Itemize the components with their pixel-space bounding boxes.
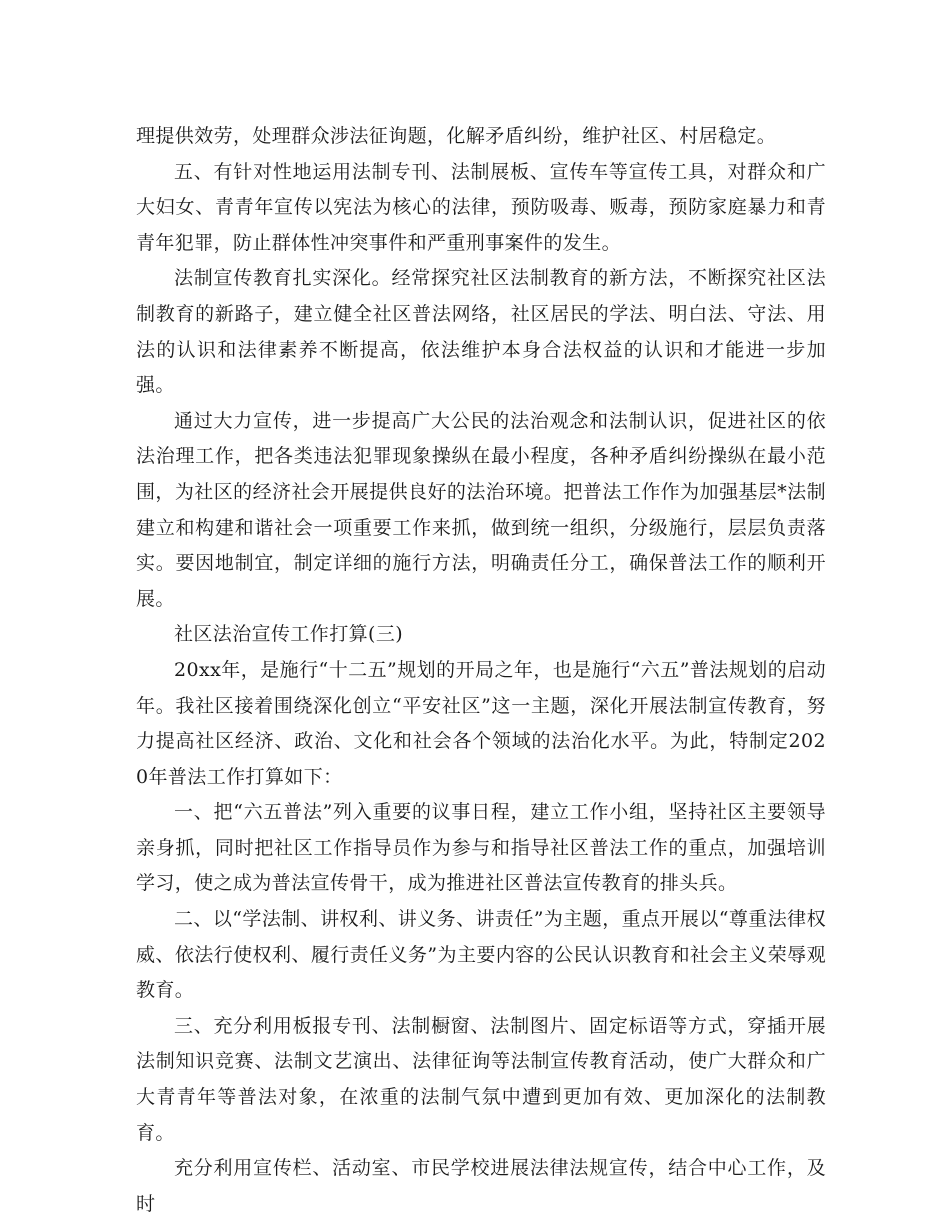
paragraph-7: 一、把“六五普法”列入重要的议事日程，建立工作小组，坚持社区主要领导亲身抓，同时把社区工作指导员作为参与和指导社区普法工作的重点，加强培训学习，使之成为普法宣传骨干，成为推进社区普法宣传教育的排头兵。 bbox=[136, 801, 826, 895]
paragraph-6: 20xx年，是施行“十二五”规划的开局之年，也是施行“六五”普法规划的启动年。我社区接着围绕深化创立“平安社区”这一主题，深化开展法制宣传教育，努力提高社区经济、政治、文化和社会各个领域的法治化水平。为此，特制定2020年普法工作打算如下： bbox=[136, 658, 826, 788]
paragraph-9: 三、充分利用板报专刊、法制橱窗、法制图片、固定标语等方式，穿插开展法制知识竞赛、法制文艺演出、法律征询等法制宣传教育活动，使广大群众和广大青青年等普法对象，在浓重的法制气氛中遭到更加有效、更加深化的法制教育。 bbox=[136, 1014, 826, 1144]
paragraph-4: 通过大力宣传，进一步提高广大公民的法治观念和法制认识，促进社区的依法治理工作，把各类违法犯罪现象操纵在最小程度，各种矛盾纠纷操纵在最小范围，为社区的经济社会开展提供良好的法治环境。把普法工作作为加强基层*法制建立和构建和谐社会一项重要工作来抓，做到统一组织，分级施行，层层负责落实。要因地制宜，制定详细的施行方法，明确责任分工，确保普法工作的顺利开展。 bbox=[136, 409, 826, 610]
paragraph-2: 五、有针对性地运用法制专刊、法制展板、宣传车等宣传工具，对群众和广大妇女、青青年宣传以宪法为核心的法律，预防吸毒、贩毒，预防家庭暴力和青青年犯罪，防止群体性冲突事件和严重刑事案件的发生。 bbox=[136, 160, 826, 254]
paragraph-3: 法制宣传教育扎实深化。经常探究社区法制教育的新方法，不断探究社区法制教育的新路子，建立健全社区普法网络，社区居民的学法、明白法、守法、用法的认识和法律素养不断提高，依法维护本身合法权益的认识和才能进一步加强。 bbox=[136, 267, 826, 397]
paragraph-1: 理提供效劳，处理群众涉法征询题，化解矛盾纠纷，维护社区、村居稳定。 bbox=[136, 125, 777, 147]
paragraph-10: 充分利用宣传栏、活动室、市民学校进展法律法规宣传，结合中心工作，及时 bbox=[136, 1157, 826, 1215]
section-heading: 社区法治宣传工作打算(三) bbox=[174, 623, 404, 646]
paragraph-8: 二、以“学法制、讲权利、讲义务、讲责任”为主题，重点开展以“尊重法律权威、依法行使权利、履行责任义务”为主要内容的公民认识教育和社会主义荣辱观教育。 bbox=[136, 908, 826, 1002]
